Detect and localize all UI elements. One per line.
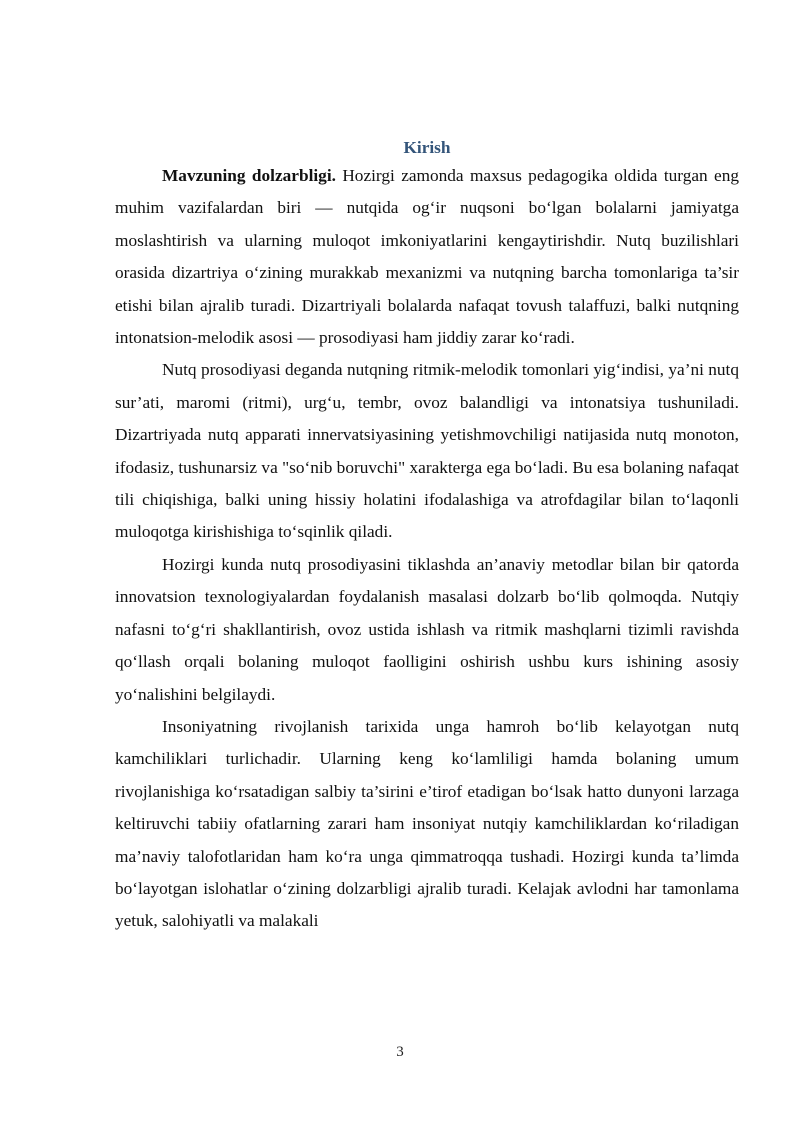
paragraph-text: Hozirgi kunda nutq prosodiyasini tiklashda an’anaviy metodlar bilan bir qatorda innovatsion texnologiyalardan foydalanish masalasi dolzarb bo‘lib qolmoqda. Nutqiy nafasni to‘g‘ri shakllantirish, ovoz ustida ishlash va ritmik mashqlarni tizimli ravishda qo‘llash orqali bolaning muloqot faolligini oshirish ushbu kurs ishining asosiy yo‘nalishini belgilaydi. xyxy=(115,554,739,704)
paragraph-text: Insoniyatning rivojlanish tarixida unga hamroh bo‘lib kelayotgan nutq kamchiliklari turlichadir. Ularning keng ko‘lamliligi hamda bolaning umum rivojlanishiga ko‘rsatadigan salbiy ta’sirini e’tirof etadigan bo‘lsak hatto dunyoni larzaga keltiruvchi tabiiy ofatlarning zarari ham insoniyat nutqiy kamchiliklardan ko‘riladigan ma’naviy talofotlaridan ham ko‘ra unga qimmatroqqa tushadi. Hozirgi kunda ta’limda bo‘layotgan islohatlar o‘zining dolzarbligi ajralib turadi. Kelajak avlodni har tamonlama yetuk, salohiyatli va malakali xyxy=(115,716,739,931)
paragraph-relevance xyxy=(115,160,739,354)
paragraph-prosody xyxy=(115,354,739,548)
page-number: 3 xyxy=(396,1044,404,1060)
paragraph-lead: Mavzuning dolzarbligi. xyxy=(162,166,336,185)
paragraph-history xyxy=(115,711,739,938)
paragraph-text: Hozirgi zamonda maxsus pedagogika oldida turgan eng muhim vazifalardan biri — nutqida og‘ir nuqsoni bo‘lgan bolalarni jamiyatga moslashtirish va ularning muloqot imkoniyatlarini kengaytirishdir. Nutq buzilishlari orasida dizartriya o‘zining murakkab mexanizmi va nutqning barcha tomonlariga ta’sir etishi bilan ajralib turadi. Dizartriyali bolalarda nafaqat tovush talaffuzi, balki nutqning intonatsion-melodik asosi — prosodiyasi ham jiddiy zarar ko‘radi. xyxy=(115,166,739,348)
paragraph-methods xyxy=(115,549,739,711)
paragraph-text: Nutq prosodiyasi deganda nutqning ritmik-melodik tomonlari yig‘indisi, ya’ni nutq sur’ati, maromi (ritmi), urg‘u, tembr, ovoz balandligi va intonatsiya tushuniladi. Dizartriyada nutq apparati innervatsiyasining yetishmovchiligi natijasida nutq monoton, ifodasiz, tushunarsiz va "so‘nib boruvchi" xarakterga ega bo‘ladi. Bu esa bolaning nafaqat tili chiqishiga, balki uning hissiy holatini ifodalashiga va atrofdagilar bilan to‘laqonli muloqotga kirishishiga to‘sqinlik qiladi. xyxy=(115,360,739,542)
page-content xyxy=(115,136,739,938)
section-title: Kirish xyxy=(403,138,451,157)
